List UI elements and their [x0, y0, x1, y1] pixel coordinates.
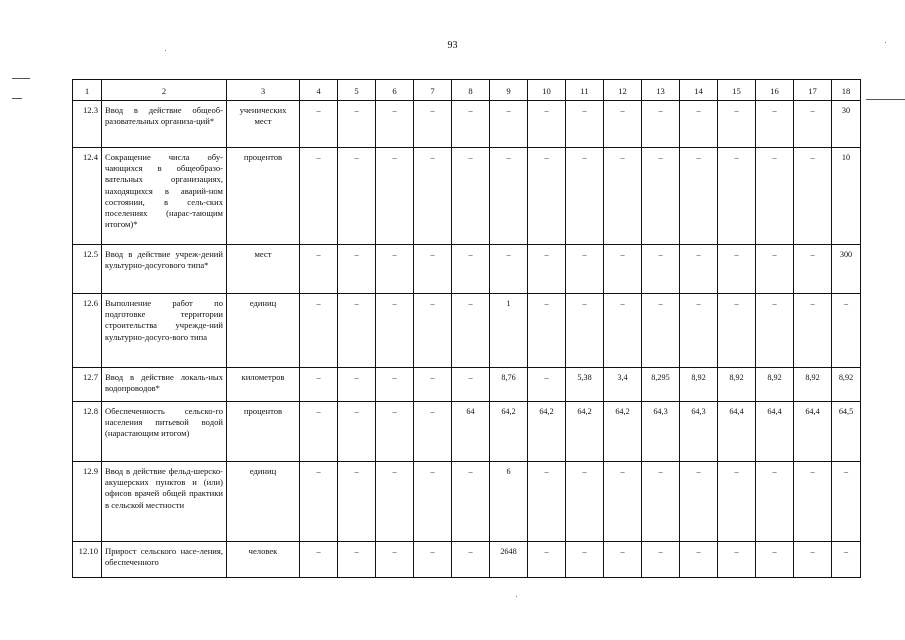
- indicator-value: –: [642, 245, 680, 294]
- indicator-value: –: [338, 368, 376, 402]
- indicator-value: 8,92: [756, 368, 794, 402]
- indicator-value: –: [794, 294, 832, 368]
- indicator-value: –: [452, 101, 490, 148]
- indicator-value: –: [566, 245, 604, 294]
- indicator-value: –: [566, 294, 604, 368]
- indicator-value: 1: [490, 294, 528, 368]
- table-row: [73, 402, 861, 462]
- row-number: 12.10: [73, 542, 102, 578]
- indicator-value: –: [832, 462, 861, 542]
- unit-of-measure: километров: [227, 368, 300, 402]
- table-body: [73, 80, 861, 578]
- indicator-value: –: [300, 402, 338, 462]
- unit-of-measure: процентов: [227, 148, 300, 245]
- indicator-value: –: [376, 294, 414, 368]
- indicator-name: Ввод в действие учреж-дений культурно-досугового типа*: [102, 245, 227, 294]
- indicator-value: –: [794, 245, 832, 294]
- indicator-name: Выполнение работ по подготовке территории строительства учрежде-ний культурно-досуго-вого типа: [102, 294, 227, 368]
- indicator-value: –: [376, 148, 414, 245]
- row-number: 12.3: [73, 101, 102, 148]
- indicator-value: –: [414, 245, 452, 294]
- indicator-value: –: [300, 245, 338, 294]
- indicator-value: –: [414, 542, 452, 578]
- indicator-value: –: [528, 542, 566, 578]
- indicator-value: –: [642, 101, 680, 148]
- indicator-value: –: [680, 245, 718, 294]
- indicator-value: 64,4: [756, 402, 794, 462]
- indicator-value: –: [604, 462, 642, 542]
- indicator-value: –: [680, 101, 718, 148]
- indicator-value: 8,295: [642, 368, 680, 402]
- indicator-value: –: [756, 101, 794, 148]
- indicator-value: –: [528, 101, 566, 148]
- indicator-value: 8,92: [680, 368, 718, 402]
- indicator-value: –: [604, 101, 642, 148]
- indicator-value: –: [414, 402, 452, 462]
- indicator-value: –: [300, 542, 338, 578]
- indicator-value: –: [718, 294, 756, 368]
- indicator-value: –: [528, 148, 566, 245]
- indicator-value: 64,3: [642, 402, 680, 462]
- indicator-name: Прирост сельского насе-ления, обеспеченного: [102, 542, 227, 578]
- row-number: 12.8: [73, 402, 102, 462]
- indicator-value: 8,92: [718, 368, 756, 402]
- indicator-value: –: [756, 462, 794, 542]
- indicator-value: –: [718, 542, 756, 578]
- indicator-value: –: [452, 542, 490, 578]
- indicator-value: –: [414, 368, 452, 402]
- indicator-value: –: [452, 462, 490, 542]
- indicator-value: –: [452, 368, 490, 402]
- row-number: 12.5: [73, 245, 102, 294]
- scan-dot: [885, 42, 886, 43]
- table-row: [73, 101, 861, 148]
- indicator-value: –: [680, 294, 718, 368]
- indicator-value: –: [490, 245, 528, 294]
- indicator-value: –: [756, 542, 794, 578]
- indicator-value: –: [300, 294, 338, 368]
- indicator-table: [72, 79, 861, 578]
- scan-dot: [516, 596, 517, 597]
- indicator-value: –: [490, 148, 528, 245]
- indicator-value: –: [566, 148, 604, 245]
- column-number: 10: [528, 80, 566, 101]
- indicator-value: 64,2: [490, 402, 528, 462]
- indicator-value: –: [376, 542, 414, 578]
- table-row: [73, 542, 861, 578]
- scan-mark: [866, 99, 905, 100]
- indicator-value: –: [376, 101, 414, 148]
- indicator-value: 300: [832, 245, 861, 294]
- indicator-value: –: [566, 462, 604, 542]
- indicator-value: 64: [452, 402, 490, 462]
- column-number: 5: [338, 80, 376, 101]
- column-number: 1: [73, 80, 102, 101]
- column-number: 14: [680, 80, 718, 101]
- column-number: 3: [227, 80, 300, 101]
- indicator-value: –: [832, 294, 861, 368]
- indicator-value: –: [376, 402, 414, 462]
- indicator-value: 64,2: [566, 402, 604, 462]
- indicator-value: –: [604, 294, 642, 368]
- indicator-value: –: [794, 462, 832, 542]
- indicator-value: –: [338, 294, 376, 368]
- indicator-value: –: [338, 101, 376, 148]
- indicator-value: –: [414, 294, 452, 368]
- indicator-value: –: [642, 294, 680, 368]
- indicator-value: 64,3: [680, 402, 718, 462]
- indicator-value: –: [528, 245, 566, 294]
- indicator-value: –: [642, 542, 680, 578]
- column-number: 15: [718, 80, 756, 101]
- column-number: 7: [414, 80, 452, 101]
- indicator-value: 64,2: [528, 402, 566, 462]
- indicator-value: –: [338, 148, 376, 245]
- column-number: 16: [756, 80, 794, 101]
- table-row: [73, 368, 861, 402]
- indicator-value: 10: [832, 148, 861, 245]
- indicator-value: –: [414, 148, 452, 245]
- indicator-value: 64,4: [794, 402, 832, 462]
- indicator-value: –: [376, 368, 414, 402]
- indicator-value: –: [300, 101, 338, 148]
- indicator-name: Сокращение числа обу-чающихся в общеобразо-вательных организациях, находящихся в аварий-ном состоянии, в сель-ских поселениях (нарас-тающим итогом)*: [102, 148, 227, 245]
- indicator-value: 64,5: [832, 402, 861, 462]
- indicator-value: –: [680, 542, 718, 578]
- column-number: 17: [794, 80, 832, 101]
- indicator-value: –: [718, 148, 756, 245]
- table-row: [73, 148, 861, 245]
- indicator-value: 64,4: [718, 402, 756, 462]
- table-row: [73, 245, 861, 294]
- unit-of-measure: единиц: [227, 294, 300, 368]
- indicator-value: –: [300, 368, 338, 402]
- column-number: 12: [604, 80, 642, 101]
- indicator-value: 64,2: [604, 402, 642, 462]
- column-number: 11: [566, 80, 604, 101]
- indicator-value: –: [300, 148, 338, 245]
- indicator-value: –: [642, 148, 680, 245]
- row-number: 12.6: [73, 294, 102, 368]
- column-number: 18: [832, 80, 861, 101]
- indicator-value: 8,92: [794, 368, 832, 402]
- column-number-row: [73, 80, 861, 101]
- indicator-value: –: [414, 101, 452, 148]
- indicator-value: –: [338, 402, 376, 462]
- indicator-value: –: [642, 462, 680, 542]
- indicator-value: –: [376, 462, 414, 542]
- indicator-value: –: [794, 542, 832, 578]
- unit-of-measure: единиц: [227, 462, 300, 542]
- indicator-value: –: [718, 462, 756, 542]
- indicator-value: –: [794, 148, 832, 245]
- scan-dot: [165, 50, 166, 51]
- indicator-value: 5,38: [566, 368, 604, 402]
- indicator-value: –: [528, 368, 566, 402]
- indicator-value: –: [604, 148, 642, 245]
- indicator-value: 8,76: [490, 368, 528, 402]
- indicator-value: –: [566, 542, 604, 578]
- indicator-value: –: [832, 542, 861, 578]
- indicator-value: 8,92: [832, 368, 861, 402]
- indicator-value: –: [718, 245, 756, 294]
- indicator-value: –: [338, 542, 376, 578]
- table-row: [73, 294, 861, 368]
- indicator-value: –: [604, 245, 642, 294]
- indicator-value: –: [604, 542, 642, 578]
- row-number: 12.7: [73, 368, 102, 402]
- scan-mark: [12, 78, 30, 79]
- indicator-value: –: [452, 245, 490, 294]
- indicator-value: –: [528, 462, 566, 542]
- unit-of-measure: человек: [227, 542, 300, 578]
- unit-of-measure: процентов: [227, 402, 300, 462]
- indicator-value: –: [756, 148, 794, 245]
- column-number: 13: [642, 80, 680, 101]
- column-number: 9: [490, 80, 528, 101]
- indicator-value: –: [680, 462, 718, 542]
- indicator-value: –: [490, 101, 528, 148]
- column-number: 2: [102, 80, 227, 101]
- column-number: 4: [300, 80, 338, 101]
- indicator-name: Обеспеченность сельско-го населения питьевой водой (нарастающим итогом): [102, 402, 227, 462]
- unit-of-measure: ученических мест: [227, 101, 300, 148]
- indicator-value: –: [756, 245, 794, 294]
- scan-mark: [12, 98, 22, 99]
- indicator-value: –: [680, 148, 718, 245]
- indicator-value: –: [718, 101, 756, 148]
- indicator-value: –: [528, 294, 566, 368]
- indicator-name: Ввод в действие фельд-шерско-акушерских пунктов и (или) офисов врачей общей практики в сельской местности: [102, 462, 227, 542]
- indicator-value: –: [452, 148, 490, 245]
- indicator-value: 2648: [490, 542, 528, 578]
- indicator-value: –: [338, 245, 376, 294]
- indicator-value: –: [338, 462, 376, 542]
- indicator-value: –: [794, 101, 832, 148]
- indicator-value: –: [756, 294, 794, 368]
- page-number: 93: [447, 40, 458, 51]
- table-row: [73, 462, 861, 542]
- indicator-value: –: [452, 294, 490, 368]
- column-number: 8: [452, 80, 490, 101]
- column-number: 6: [376, 80, 414, 101]
- indicator-value: –: [376, 245, 414, 294]
- indicator-value: 30: [832, 101, 861, 148]
- indicator-value: –: [300, 462, 338, 542]
- row-number: 12.9: [73, 462, 102, 542]
- indicator-value: –: [566, 101, 604, 148]
- indicator-value: 6: [490, 462, 528, 542]
- unit-of-measure: мест: [227, 245, 300, 294]
- indicator-name: Ввод в действие общеоб-разовательных организа-ций*: [102, 101, 227, 148]
- row-number: 12.4: [73, 148, 102, 245]
- indicator-name: Ввод в действие локаль-ных водопроводов*: [102, 368, 227, 402]
- indicator-value: –: [414, 462, 452, 542]
- indicator-value: 3,4: [604, 368, 642, 402]
